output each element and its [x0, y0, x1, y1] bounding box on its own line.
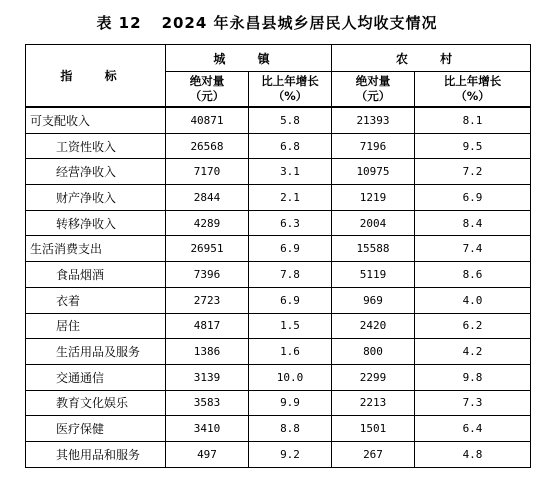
urban-abs-cell: 1386	[166, 339, 249, 365]
urban-growth-cell: 1.5	[249, 313, 332, 339]
row-label: 生活用品及服务	[26, 339, 166, 365]
urban-abs-cell: 26568	[166, 133, 249, 159]
row-label: 食品烟酒	[26, 262, 166, 288]
table-row	[26, 133, 531, 159]
rural-growth-cell: 4.8	[415, 441, 531, 467]
urban-growth-cell: 3.1	[249, 159, 332, 185]
urban-abs-cell: 40871	[166, 107, 249, 133]
rural-abs-cell: 15588	[332, 236, 415, 262]
urban-group-header: 城 镇	[166, 45, 332, 72]
urban-abs-cell: 2844	[166, 185, 249, 211]
urban-abs-cell: 497	[166, 441, 249, 467]
rural-growth-cell: 6.2	[415, 313, 531, 339]
rural-abs-cell: 800	[332, 339, 415, 365]
rural-abs-cell: 1501	[332, 416, 415, 442]
row-label: 医疗保健	[26, 416, 166, 442]
rural-growth-cell: 6.9	[415, 185, 531, 211]
urban-abs-cell: 3139	[166, 364, 249, 390]
rural-abs-cell: 2299	[332, 364, 415, 390]
table-row	[26, 313, 531, 339]
table-row	[26, 210, 531, 236]
urban-abs-cell: 3583	[166, 390, 249, 416]
rural-growth-cell: 7.4	[415, 236, 531, 262]
indicator-header: 指 标	[26, 45, 166, 108]
rural-growth-cell: 8.1	[415, 107, 531, 133]
urban-abs-header: 绝对量 （元）	[166, 72, 249, 108]
row-label: 其他用品和服务	[26, 441, 166, 467]
rural-abs-cell: 2004	[332, 210, 415, 236]
table-row	[26, 262, 531, 288]
table-row	[26, 185, 531, 211]
rural-growth-cell: 4.0	[415, 287, 531, 313]
rural-abs-cell: 1219	[332, 185, 415, 211]
row-label: 转移净收入	[26, 210, 166, 236]
income-expenditure-table	[25, 44, 531, 468]
urban-growth-cell: 6.9	[249, 287, 332, 313]
rural-growth-cell: 8.4	[415, 210, 531, 236]
urban-growth-header: 比上年增长 （%）	[249, 72, 332, 108]
row-label: 生活消费支出	[26, 236, 166, 262]
urban-growth-cell: 6.9	[249, 236, 332, 262]
urban-growth-cell: 10.0	[249, 364, 332, 390]
table-row	[26, 159, 531, 185]
rural-abs-cell: 7196	[332, 133, 415, 159]
rural-abs-header: 绝对量 （元）	[332, 72, 415, 108]
urban-growth-cell: 9.9	[249, 390, 332, 416]
table-row	[26, 441, 531, 467]
table-row	[26, 287, 531, 313]
table-row	[26, 236, 531, 262]
urban-abs-cell: 2723	[166, 287, 249, 313]
urban-growth-cell: 8.8	[249, 416, 332, 442]
rural-abs-cell: 267	[332, 441, 415, 467]
urban-growth-cell: 2.1	[249, 185, 332, 211]
urban-abs-cell: 7396	[166, 262, 249, 288]
rural-abs-cell: 21393	[332, 107, 415, 133]
table-body	[26, 107, 531, 467]
urban-abs-cell: 26951	[166, 236, 249, 262]
rural-growth-cell: 9.8	[415, 364, 531, 390]
row-label: 工资性收入	[26, 133, 166, 159]
table-row	[26, 107, 531, 133]
rural-growth-header: 比上年增长 （%）	[415, 72, 531, 108]
urban-abs-cell: 7170	[166, 159, 249, 185]
table-caption: 2024 年永昌县城乡居民人均收支情况	[161, 14, 438, 32]
urban-growth-cell: 9.2	[249, 441, 332, 467]
row-label: 教育文化娱乐	[26, 390, 166, 416]
urban-abs-cell: 4817	[166, 313, 249, 339]
urban-abs-cell: 3410	[166, 416, 249, 442]
rural-growth-cell: 7.2	[415, 159, 531, 185]
urban-abs-cell: 4289	[166, 210, 249, 236]
row-label: 居住	[26, 313, 166, 339]
rural-abs-cell: 10975	[332, 159, 415, 185]
table-title	[0, 12, 534, 33]
urban-growth-cell: 7.8	[249, 262, 332, 288]
rural-growth-cell: 9.5	[415, 133, 531, 159]
rural-abs-cell: 2213	[332, 390, 415, 416]
urban-growth-cell: 6.3	[249, 210, 332, 236]
row-label: 财产净收入	[26, 185, 166, 211]
rural-abs-cell: 2420	[332, 313, 415, 339]
table-row	[26, 416, 531, 442]
table-row	[26, 364, 531, 390]
rural-abs-cell: 969	[332, 287, 415, 313]
table-row	[26, 390, 531, 416]
rural-growth-cell: 7.3	[415, 390, 531, 416]
rural-abs-cell: 5119	[332, 262, 415, 288]
table-row	[26, 339, 531, 365]
rural-growth-cell: 6.4	[415, 416, 531, 442]
table-number: 表 12	[96, 14, 142, 32]
row-label: 衣着	[26, 287, 166, 313]
rural-group-header: 农 村	[332, 45, 531, 72]
row-label: 经营净收入	[26, 159, 166, 185]
rural-growth-cell: 4.2	[415, 339, 531, 365]
rural-growth-cell: 8.6	[415, 262, 531, 288]
urban-growth-cell: 5.8	[249, 107, 332, 133]
row-label: 交通通信	[26, 364, 166, 390]
urban-growth-cell: 1.6	[249, 339, 332, 365]
row-label: 可支配收入	[26, 107, 166, 133]
urban-growth-cell: 6.8	[249, 133, 332, 159]
